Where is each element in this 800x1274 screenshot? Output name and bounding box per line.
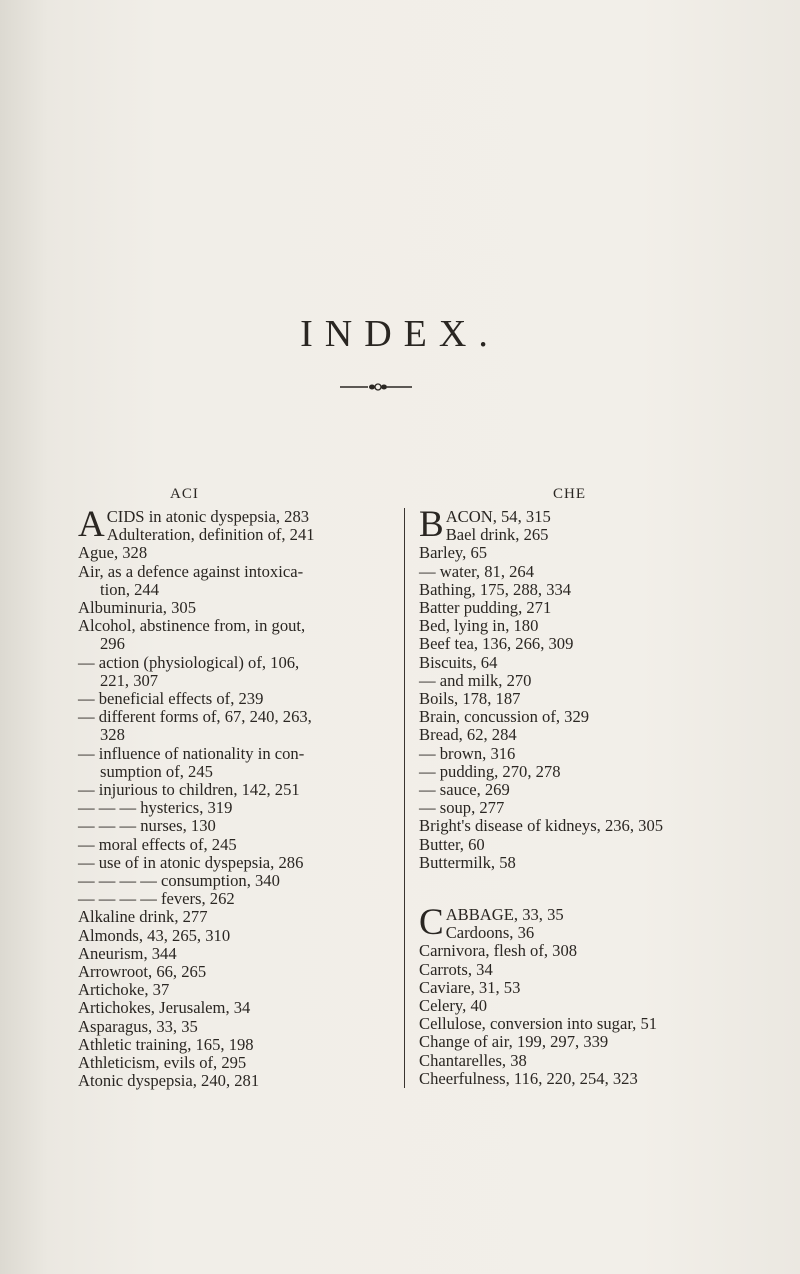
- index-entry: ACON, 54, 315: [445, 508, 551, 526]
- index-entry: Alcohol, abstinence from, in gout,: [78, 616, 306, 636]
- drop-cap-b: B: [419, 508, 444, 545]
- index-entry: — influence of nationality in con-: [78, 743, 305, 763]
- index-entry-continuation: sumption of, 245: [100, 761, 213, 781]
- index-entry: ABBAGE, 33, 35: [445, 906, 564, 925]
- index-entry: — pudding, 270, 278: [419, 761, 561, 781]
- index-entry: — — — — fevers, 262: [78, 889, 235, 909]
- index-entry: — action (physiological) of, 106,: [78, 652, 300, 672]
- index-entry: Bed, lying in, 180: [419, 616, 539, 636]
- running-head-left: ACI: [170, 486, 199, 502]
- index-entry: — water, 81, 264: [419, 561, 535, 581]
- drop-cap-a: A: [78, 508, 105, 545]
- running-head-right: CHE: [553, 486, 586, 502]
- index-entry: Carrots, 34: [419, 959, 493, 979]
- index-entry: CIDS in atonic dyspepsia, 283: [106, 508, 310, 526]
- index-entry: Adulteration, definition of, 241: [106, 525, 315, 545]
- entry-group-a: [78, 508, 400, 544]
- index-entry: Carnivora, flesh of, 308: [419, 941, 578, 961]
- entry-group-b: [419, 508, 800, 544]
- index-entry-continuation: 328: [100, 725, 125, 745]
- index-entry: Chantarelles, 38: [419, 1050, 527, 1070]
- index-entry: — — — hysterics, 319: [78, 798, 233, 818]
- index-entry: — sauce, 269: [419, 780, 510, 800]
- section-gap: [419, 872, 800, 906]
- index-entry: — different forms of, 67, 240, 263,: [78, 707, 312, 727]
- index-entry: Alkaline drink, 277: [78, 907, 208, 927]
- page-title: INDEX.: [300, 313, 500, 355]
- index-entry: — use of in atonic dyspepsia, 286: [78, 852, 304, 872]
- index-entry: Butter, 60: [419, 834, 485, 854]
- index-entry: Ague, 328: [78, 543, 148, 563]
- index-entry-continuation: 221, 307: [100, 670, 159, 690]
- index-entry: Bathing, 175, 288, 334: [419, 579, 572, 599]
- title-rule-ornament: [340, 382, 412, 392]
- index-entry: Celery, 40: [419, 996, 488, 1016]
- index-entry: Albuminuria, 305: [78, 598, 196, 618]
- index-entry: Barley, 65: [419, 543, 488, 563]
- index-entry: — — — nurses, 130: [78, 816, 216, 836]
- index-entry: Cardoons, 36: [445, 923, 535, 943]
- index-entry: — injurious to children, 142, 251: [78, 780, 300, 800]
- index-entry: — brown, 316: [419, 743, 516, 763]
- index-entry: — and milk, 270: [419, 670, 532, 690]
- index-entry: Bright's disease of kidneys, 236, 305: [419, 816, 664, 836]
- index-entry-continuation: 296: [100, 634, 125, 654]
- index-entry: Biscuits, 64: [419, 652, 498, 672]
- index-entry: Atonic dyspepsia, 240, 281: [78, 1071, 260, 1091]
- index-entry: Bread, 62, 284: [419, 725, 517, 745]
- index-entry: Arrowroot, 66, 265: [78, 962, 207, 982]
- index-entry: Almonds, 43, 265, 310: [78, 925, 231, 945]
- index-entry: Batter pudding, 271: [419, 598, 552, 618]
- index-entry-continuation: tion, 244: [100, 579, 160, 599]
- index-entry: Cellulose, conversion into sugar, 51: [419, 1014, 658, 1034]
- index-entry: Buttermilk, 58: [419, 852, 516, 872]
- index-entry: Athletic training, 165, 198: [78, 1034, 254, 1054]
- index-entry: Change of air, 199, 297, 339: [419, 1032, 609, 1052]
- index-entry: Asparagus, 33, 35: [78, 1016, 198, 1036]
- index-entry: Brain, concussion of, 329: [419, 707, 590, 727]
- index-entry: Beef tea, 136, 266, 309: [419, 634, 574, 654]
- index-entry: Bael drink, 265: [445, 525, 549, 545]
- index-entry: Boils, 178, 187: [419, 689, 521, 709]
- index-entry: Artichoke, 37: [78, 980, 170, 1000]
- drop-cap-c: C: [419, 906, 444, 943]
- index-entry: Artichokes, Jerusalem, 34: [78, 998, 251, 1018]
- left-column: [78, 508, 400, 1091]
- index-entry: Athleticism, evils of, 295: [78, 1053, 247, 1073]
- index-entry: Caviare, 31, 53: [419, 977, 521, 997]
- index-entry: — beneficial effects of, 239: [78, 689, 264, 709]
- index-entry: — — — — consumption, 340: [78, 871, 280, 891]
- index-entry: Aneurism, 344: [78, 943, 177, 963]
- entry-group-c: [419, 906, 800, 942]
- index-entry: Cheerfulness, 116, 220, 254, 323: [419, 1068, 638, 1088]
- index-entry: Air, as a defence against intoxica-: [78, 561, 304, 581]
- index-entry: — moral effects of, 245: [78, 834, 237, 854]
- right-column: [404, 508, 800, 1088]
- index-entry: — soup, 277: [419, 798, 505, 818]
